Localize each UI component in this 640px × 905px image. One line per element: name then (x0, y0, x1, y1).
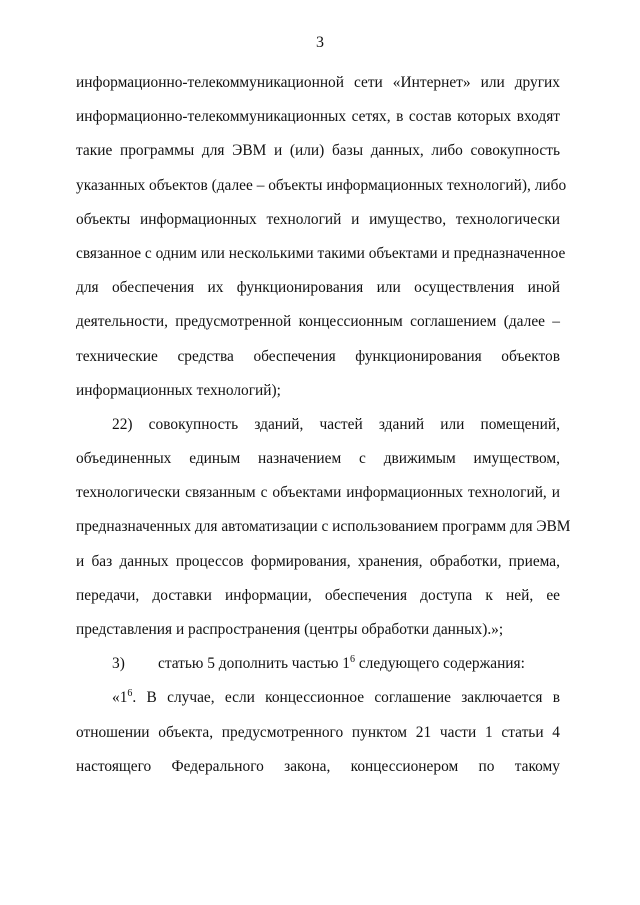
item-3-number: 3) (112, 655, 125, 673)
text-line: информационных технологий); (76, 381, 281, 399)
text-line: информационно-телекоммуникационных сетях, в состав которых входят (76, 108, 560, 126)
page-number: 3 (316, 34, 324, 51)
text-line: предназначенных для автоматизации с использованием программ для ЭВМ (76, 518, 571, 536)
item-3-text-rest: следующего содержания: (355, 655, 525, 673)
quote-first-line-text: . В случае, если концессионное соглашение заключается в (132, 689, 560, 707)
text-line: технические средства обеспечения функционирования объектов (76, 347, 560, 365)
text-line: технологически связанным с объектами информационных технологий, и (76, 484, 560, 502)
text-line: объединенных единым назначением с движимым имуществом, (76, 450, 560, 468)
item-3-text: статью 5 дополнить частью 1 (158, 655, 350, 673)
quote-open: «1 (112, 689, 128, 707)
item-3-line (76, 647, 560, 681)
text-line: настоящего Федерального закона, концессионером по такому (76, 757, 560, 775)
text-line: такие программы для ЭВМ и (или) базы данных, либо совокупность (76, 142, 560, 160)
text-line: отношении объекта, предусмотренного пунктом 21 части 1 статьи 4 (76, 723, 560, 741)
text-line: указанных объектов (далее – объекты информационных технологий), либо (76, 176, 567, 194)
text-line: для обеспечения их функционирования или осуществления иной (76, 279, 560, 297)
text-line: представления и распространения (центры обработки данных).»; (76, 621, 504, 638)
text-line: деятельности, предусмотренной концессионным соглашением (далее – (76, 313, 560, 331)
quote-superscript: 6 (127, 688, 133, 700)
text-line: объекты информационных технологий и имущество, технологически (76, 210, 560, 228)
item-3-superscript: 6 (350, 654, 355, 666)
quote-first-line (76, 681, 560, 715)
text-line: передачи, доставки информации, обеспечения доступа к ней, ее (76, 586, 560, 604)
document-body (76, 66, 571, 784)
text-line: и баз данных процессов формирования, хранения, обработки, приема, (76, 552, 560, 570)
paragraph-22-first-line: 22) совокупность зданий, частей зданий или помещений, (112, 415, 560, 433)
text-line: связанное с одним или несколькими такими объектами и предназначенное (76, 244, 566, 262)
text-line: информационно-телекоммуникационной сети «Интернет» или других (76, 74, 560, 91)
